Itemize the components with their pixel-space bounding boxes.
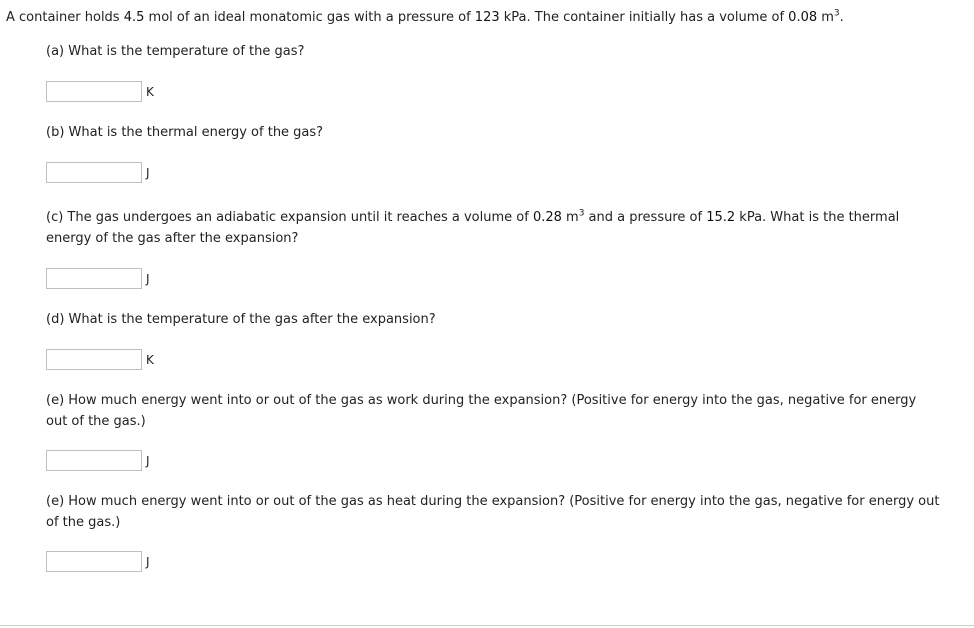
bottom-divider: [0, 625, 974, 626]
answer-d-input[interactable]: [46, 349, 142, 370]
question-c-volume-value: 0.28: [532, 210, 562, 225]
answer-b-input[interactable]: [46, 162, 142, 183]
answer-c-row: [46, 268, 150, 289]
volume-unit: m: [817, 10, 834, 25]
moles-value: 4.5: [123, 10, 145, 25]
question-e-heat-text: (e) How much energy went into or out of the gas as heat during the expansion? (Positive for energy into the gas, negative for energy out of the gas.): [46, 494, 940, 530]
question-c-text: [46, 207, 941, 249]
answer-e-work-unit: J: [146, 453, 150, 468]
answer-e-work-row: [46, 450, 150, 471]
answer-e-heat-input[interactable]: [46, 551, 142, 572]
question-c-volume-exponent: 3: [578, 208, 585, 219]
intro-text-3: kPa. The container initially has a volume of: [499, 10, 789, 25]
intro-text-1: A container holds: [6, 10, 124, 25]
answer-e-heat-row: [46, 551, 150, 572]
answer-c-input[interactable]: [46, 268, 142, 289]
pressure-value: 123: [474, 10, 500, 25]
answer-b-row: [46, 162, 150, 183]
question-e-work-text: (e) How much energy went into or out of the gas as work during the expansion? (Positive for energy into the gas, negative for energy out of the gas.): [46, 393, 917, 429]
volume-unit-exponent: 3: [833, 8, 840, 19]
problem-statement: [6, 9, 844, 27]
question-a-text: (a) What is the temperature of the gas?: [46, 44, 305, 59]
volume-value: 0.08: [788, 10, 818, 25]
answer-a-row: [46, 81, 154, 102]
answer-a-input[interactable]: [46, 81, 142, 102]
question-b-text: (b) What is the thermal energy of the gas?: [46, 125, 324, 140]
answer-c-unit: J: [146, 271, 150, 286]
answer-b-unit: J: [146, 165, 150, 180]
answer-d-unit: K: [146, 352, 154, 367]
intro-text-end: .: [839, 10, 844, 25]
question-c-volume-unit: m: [561, 210, 579, 225]
question-c-text-1: (c) The gas undergoes an adiabatic expansion until it reaches a volume of: [46, 210, 533, 225]
question-c-text-2: and a pressure of: [584, 210, 707, 225]
answer-a-unit: K: [146, 84, 154, 99]
answer-e-heat-unit: J: [146, 554, 150, 569]
answer-d-row: [46, 349, 154, 370]
question-c-pressure-value: 15.2: [706, 210, 736, 225]
question-c-text-3: kPa. What is the thermal energy of the gas after the expansion?: [46, 210, 900, 246]
question-d-text: (d) What is the temperature of the gas after the expansion?: [46, 312, 436, 327]
answer-e-work-input[interactable]: [46, 450, 142, 471]
intro-text-2: mol of an ideal monatomic gas with a pressure of: [144, 10, 475, 25]
